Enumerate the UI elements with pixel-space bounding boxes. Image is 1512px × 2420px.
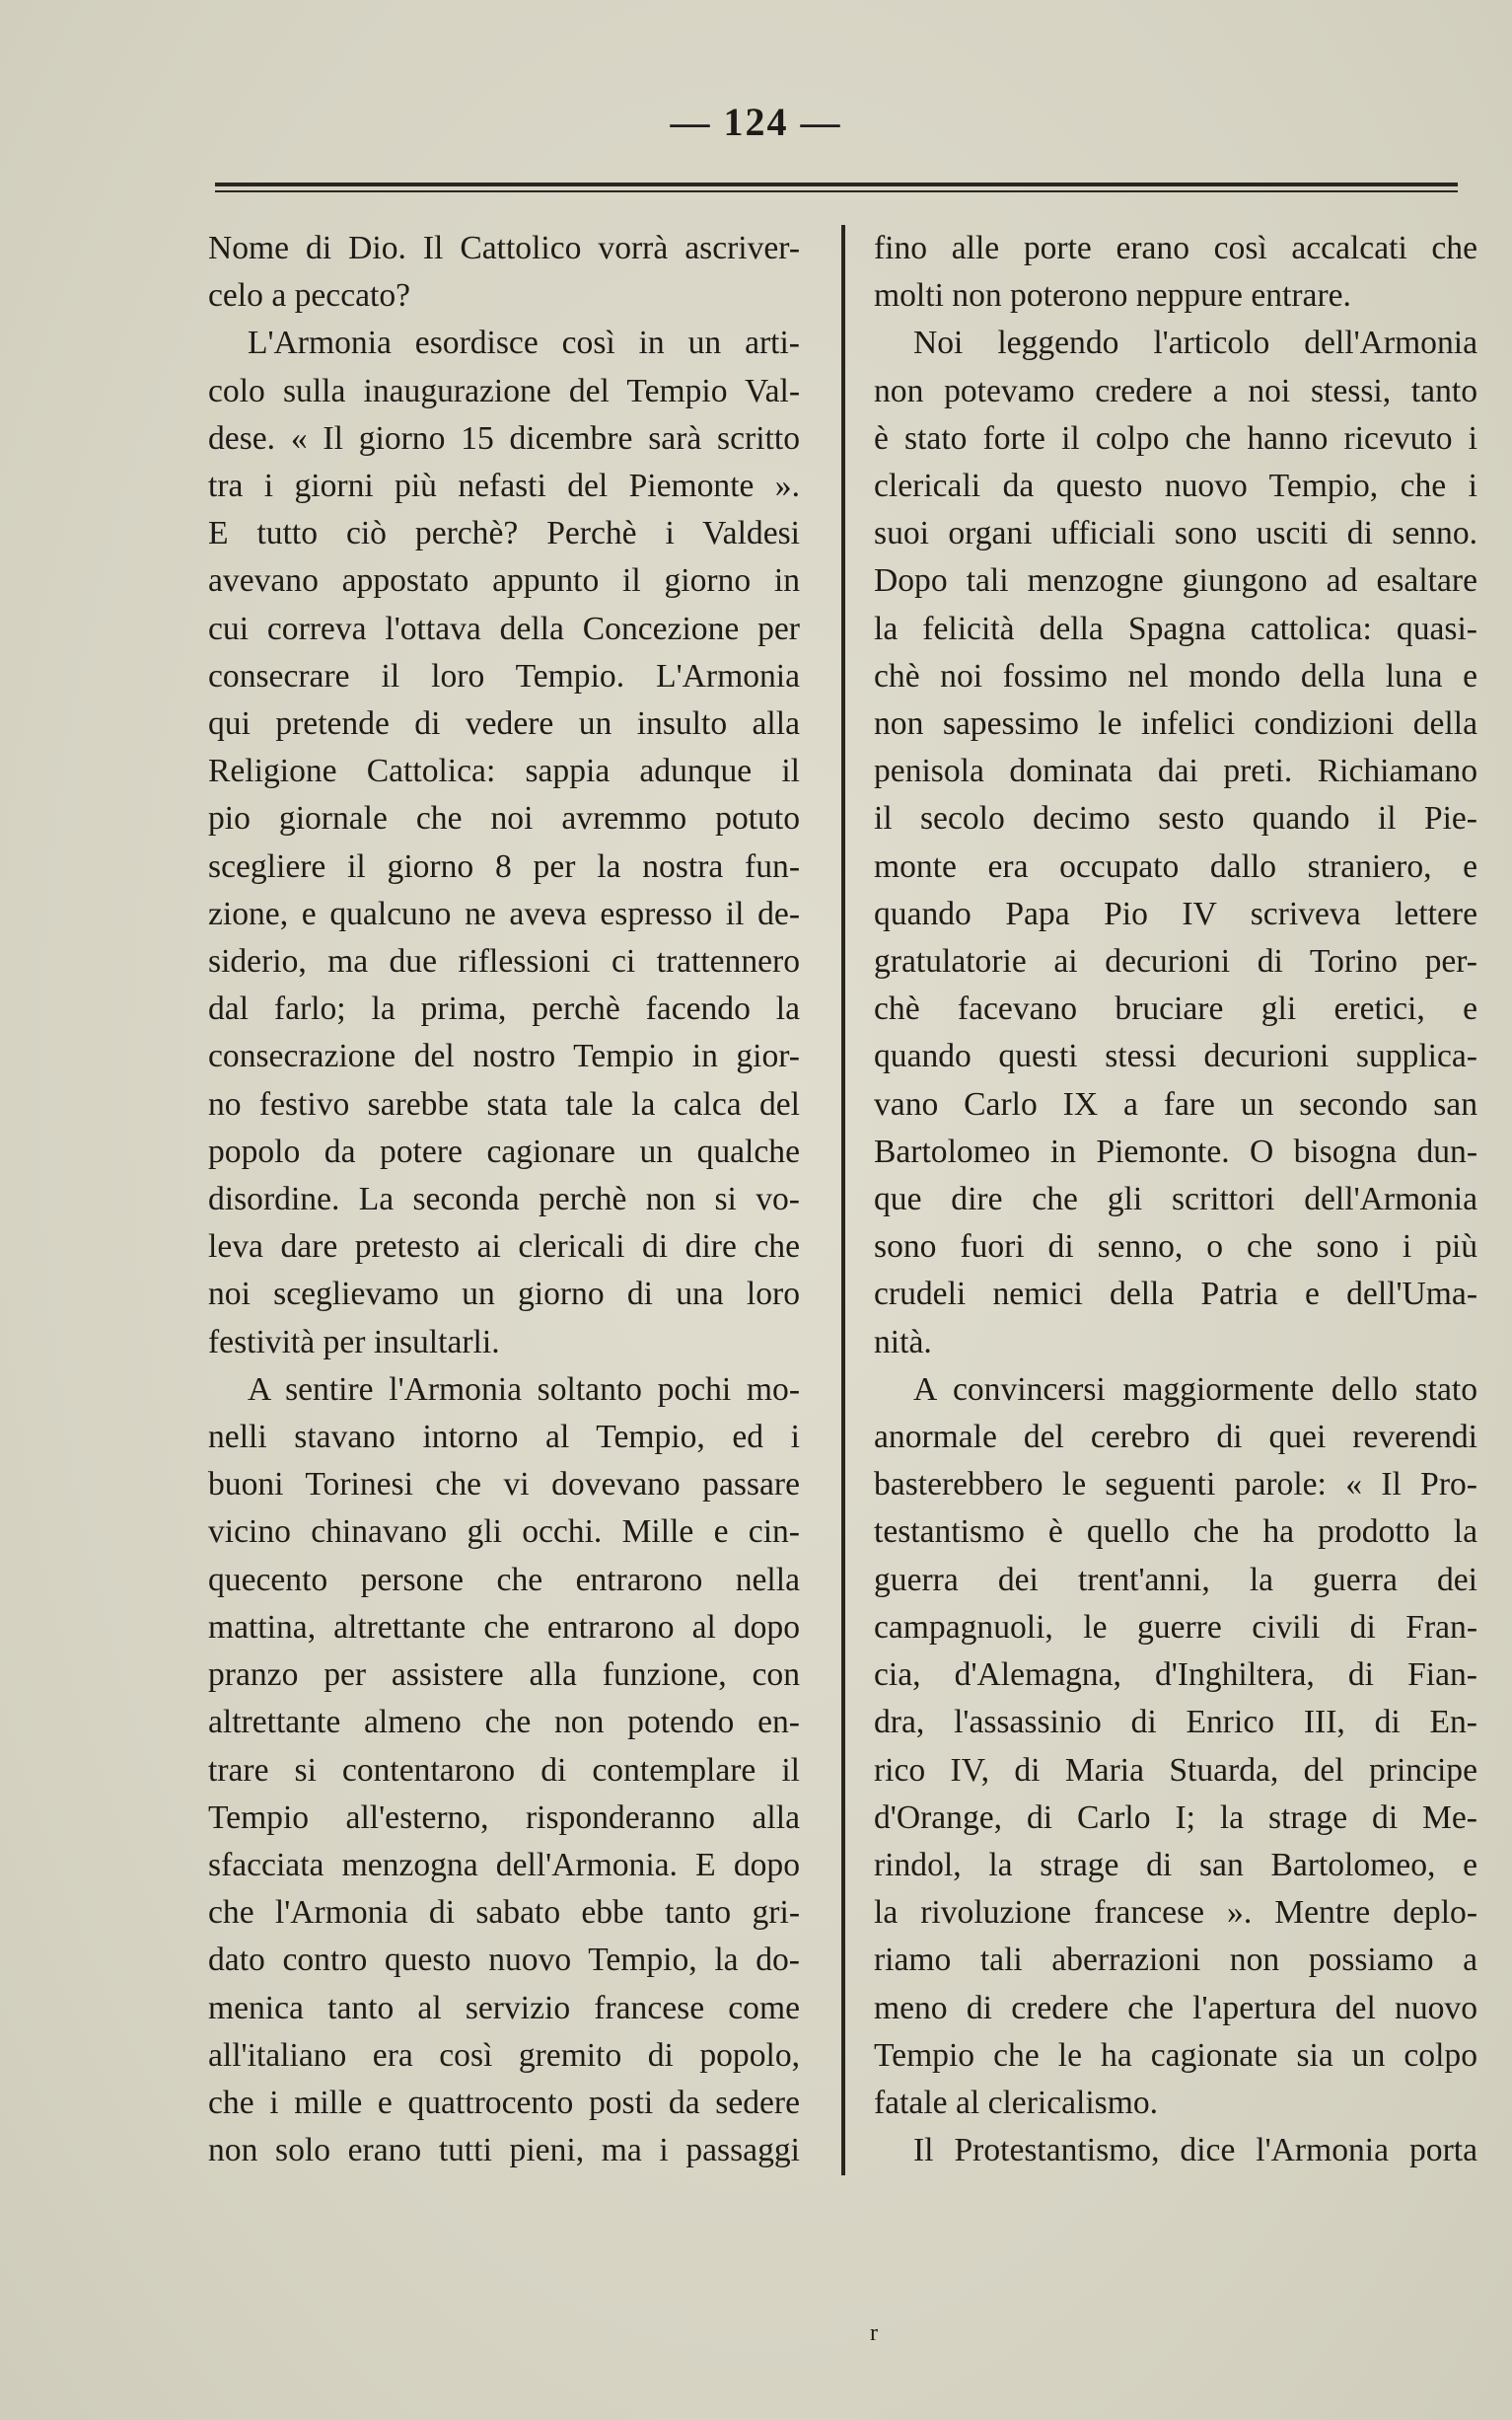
text-line: non sapessimo le infelici condizioni della [874,705,1477,743]
page-number: — 124 — [670,100,842,144]
text-line: è stato forte il colpo che hanno ricevuto i [874,419,1477,457]
header-rule [215,183,1458,192]
text-line: A convincersi maggiormente dello stato [913,1370,1477,1408]
text-line: Tempio che le ha cagionate sia un colpo [874,2036,1477,2074]
text-line: Il Protestantismo, dice l'Armonia porta [913,2132,1477,2169]
text-line: consecrare il loro Tempio. L'Armonia [208,657,800,695]
text-line: guerra dei trent'anni, la guerra dei [874,1561,1477,1598]
text-line: meno di credere che l'apertura del nuovo [874,1989,1477,2026]
text-line: Noi leggendo l'articolo dell'Armonia [913,325,1477,362]
text-line: fino alle porte erano così accalcati che [874,230,1477,266]
text-line: il secolo decimo sesto quando il Pie- [874,800,1477,838]
text-line: popolo da potere cagionare un qualche [208,1133,800,1170]
text-line: crudeli nemici della Patria e dell'Uma- [874,1276,1477,1313]
text-line: disordine. La seconda perchè non si vo- [208,1181,800,1218]
text-line: leva dare pretesto ai clericali di dire che [208,1228,800,1266]
text-line: rico IV, di Maria Stuarda, del principe [874,1751,1477,1789]
text-line: anormale del cerebro di quei reverendi [874,1419,1477,1456]
text-line: menica tanto al servizio francese come [208,1989,800,2026]
text-line: che i mille e quattrocento posti da sedere [208,2084,800,2121]
text-line: molti non poterono neppure entrare. [874,277,1351,315]
text-line: consecrazione del nostro Tempio in gior- [208,1038,800,1075]
text-line: altrettante almeno che non potendo en- [208,1704,800,1741]
text-line: buoni Torinesi che vi dovevano passare [208,1466,800,1503]
column-divider [841,225,845,2175]
text-line: monte era occupato dallo straniero, e [874,847,1477,885]
text-line: cia, d'Alemagna, d'Inghiltera, di Fian- [874,1656,1477,1694]
text-line: colo sulla inaugurazione del Tempio Val- [208,372,800,409]
text-line: campagnuoli, le guerre civili di Fran- [874,1608,1477,1646]
text-line: noi sceglievamo un giorno di una loro [208,1276,800,1313]
text-line: penisola dominata dai preti. Richiamano [874,753,1477,790]
text-line: qui pretende di vedere un insulto alla [208,705,800,743]
text-line: sfacciata menzogna dell'Armonia. E dopo [208,1846,800,1883]
text-line: quecento persone che entrarono nella [208,1561,800,1598]
text-line: riamo tali aberrazioni non possiamo a [874,1942,1477,1979]
text-line: trare si contentarono di contemplare il [208,1751,800,1789]
text-line: d'Orange, di Carlo I; la strage di Me- [874,1798,1477,1836]
text-line: chè facevano bruciare gli eretici, e [874,990,1477,1028]
text-line: siderio, ma due riflessioni ci trattennero [208,943,800,981]
text-line: tra i giorni più nefasti del Piemonte ». [208,468,800,505]
text-line: zione, e qualcuno ne aveva espresso il de- [208,895,800,932]
text-line: sono fuori di senno, o che sono i più [874,1228,1477,1266]
text-line: mattina, altrettante che entrarono al dopo [208,1608,800,1646]
text-line: dato contro questo nuovo Tempio, la do- [208,1942,800,1979]
text-line: fatale al clericalismo. [874,2084,1159,2121]
footer-mark: r [870,2320,878,2346]
text-line: avevano appostato appunto il giorno in [208,562,800,600]
text-line: L'Armonia esordisce così in un arti- [248,325,800,362]
text-column-left [208,225,800,2174]
text-line: dra, l'assassinio di Enrico III, di En- [874,1704,1477,1741]
text-line: la rivoluzione francese ». Mentre deplo- [874,1894,1477,1932]
text-line: nità. [874,1323,932,1360]
text-line: Dopo tali menzogne giungono ad esaltare [874,562,1477,600]
text-line: vicino chinavano gli occhi. Mille e cin- [208,1513,800,1551]
text-line: celo a peccato? [208,277,411,315]
text-line: Nome di Dio. Il Cattolico vorrà ascriver- [208,230,800,266]
text-line: no festivo sarebbe stata tale la calca del [208,1085,800,1123]
text-line: vano Carlo IX a fare un secondo san [874,1085,1477,1123]
text-line: cui correva l'ottava della Concezione per [208,610,800,647]
text-line: chè noi fossimo nel mondo della luna e [874,657,1477,695]
text-line: pio giornale che noi avremmo potuto [208,800,800,838]
text-line: non potevamo credere a noi stessi, tanto [874,372,1477,409]
text-line: E tutto ciò perchè? Perchè i Valdesi [208,515,800,552]
text-line: gratulatorie ai decurioni di Torino per- [874,943,1477,981]
text-line: quando Papa Pio IV scriveva lettere [874,895,1477,932]
text-line: basterebbero le seguenti parole: « Il Pro- [874,1466,1477,1503]
text-line: all'italiano era così gremito di popolo, [208,2036,800,2074]
text-line: Bartolomeo in Piemonte. O bisogna dun- [874,1133,1477,1170]
text-line: Tempio all'esterno, risponderanno alla [208,1798,800,1836]
text-line: non solo erano tutti pieni, ma i passaggi [208,2132,800,2169]
text-line: quando questi stessi decurioni supplica- [874,1038,1477,1075]
text-line: suoi organi ufficiali sono usciti di senno. [874,515,1477,552]
text-line: testantismo è quello che ha prodotto la [874,1513,1477,1551]
text-line: pranzo per assistere alla funzione, con [208,1656,800,1694]
text-line: scegliere il giorno 8 per la nostra fun- [208,847,800,885]
text-column-right [874,225,1477,2174]
text-line: dese. « Il giorno 15 dicembre sarà scritto [208,419,800,457]
text-line: festività per insultarli. [208,1323,500,1360]
text-line: nelli stavano intorno al Tempio, ed i [208,1419,800,1456]
text-line: che l'Armonia di sabato ebbe tanto gri- [208,1894,800,1932]
text-line: Religione Cattolica: sappia adunque il [208,753,800,790]
text-line: rindol, la strage di san Bartolomeo, e [874,1846,1477,1883]
text-line: que dire che gli scrittori dell'Armonia [874,1181,1477,1218]
text-line: dal farlo; la prima, perchè facendo la [208,990,800,1028]
text-line: la felicità della Spagna cattolica: quasi- [874,610,1477,647]
text-line: A sentire l'Armonia soltanto pochi mo- [248,1370,800,1408]
text-line: clericali da questo nuovo Tempio, che i [874,468,1477,505]
